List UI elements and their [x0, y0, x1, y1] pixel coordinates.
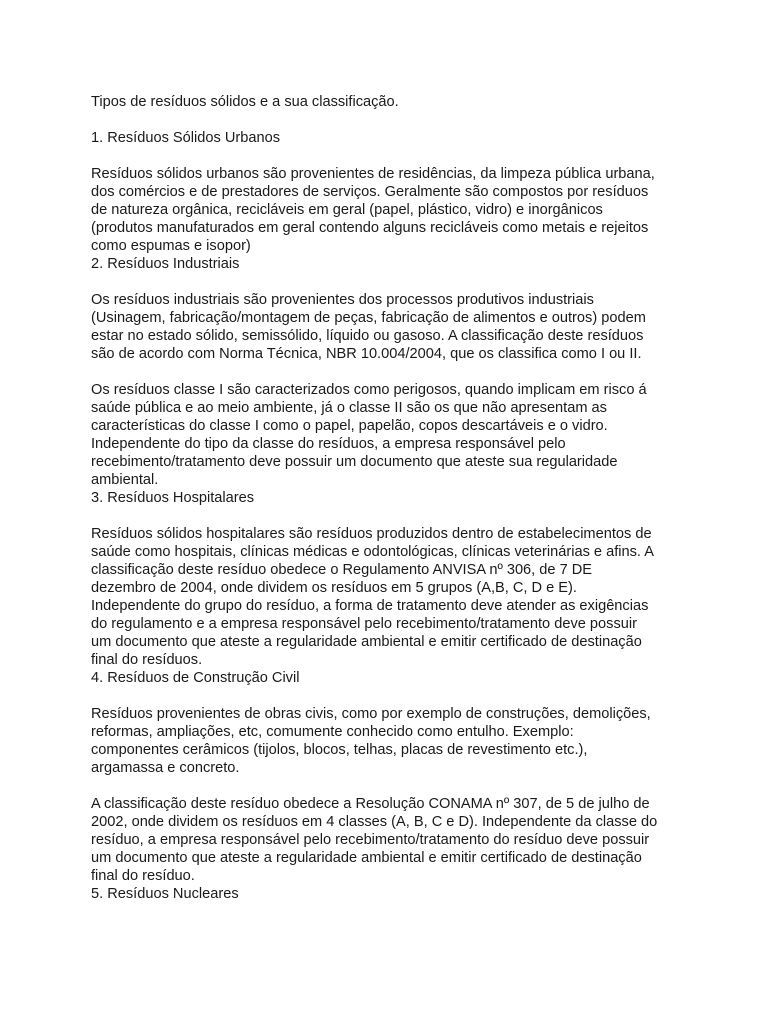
text-line: A classificação deste resíduo obedece a Resolução CONAMA nº 307, de 5 de julho de [91, 796, 650, 812]
paragraph-gap [91, 363, 691, 381]
section-heading-nucleares: 5. Resíduos Nucleares [91, 886, 239, 902]
text-line: argamassa e concreto. [91, 760, 240, 776]
text-line: Independente do tipo da classe do resíduos, a empresa responsável pelo [91, 436, 566, 452]
text-line: Resíduos provenientes de obras civis, como por exemplo de construções, demolições, [91, 706, 651, 722]
section-heading-urbanos: 1. Resíduos Sólidos Urbanos [91, 130, 281, 146]
paragraph-gap [91, 111, 691, 129]
text-line: do regulamento e a empresa responsável pelo recebimento/tratamento deve possuir [91, 616, 637, 632]
text-line: Resíduos sólidos urbanos são provenientes de residências, da limpeza pública urbana, [91, 166, 655, 182]
text-line: um documento que ateste a regularidade ambiental e emitir certificado de destinação [91, 850, 642, 866]
text-line: de natureza orgânica, recicláveis em geral (papel, plástico, vidro) e inorgânicos [91, 202, 603, 218]
text-line: classificação deste resíduo obedece o Regulamento ANVISA nº 306, de 7 DE [91, 562, 593, 578]
text-line: dezembro de 2004, onde dividem os resíduos em 5 grupos (A,B, C, D e E). [91, 580, 577, 596]
text-line: Os resíduos industriais são provenientes dos processos produtivos industriais [91, 292, 594, 308]
text-line: (produtos manufaturados em geral contendo alguns recicláveis como metais e rejeitos [91, 220, 649, 236]
section-heading-hospitalares: 3. Resíduos Hospitalares [91, 490, 255, 506]
document-body [91, 93, 691, 903]
text-line: 2002, onde dividem os resíduos em 4 classes (A, B, C e D). Independente da classe do [91, 814, 658, 830]
paragraph-urbanos [91, 165, 691, 255]
paragraph-gap [91, 147, 691, 165]
text-line: ambiental. [91, 472, 159, 488]
section-heading-industriais: 2. Resíduos Industriais [91, 256, 240, 272]
text-line: dos comércios e de prestadores de serviços. Geralmente são compostos por resíduos [91, 184, 649, 200]
text-line: Independente do grupo do resíduo, a forma de tratamento deve atender as exigências [91, 598, 649, 614]
paragraph-gap [91, 507, 691, 525]
paragraph-gap [91, 687, 691, 705]
text-line: final do resíduo. [91, 868, 195, 884]
paragraph-conama [91, 795, 691, 885]
text-line: saúde como hospitais, clínicas médicas e odontológicas, clínicas veterinárias e afins. A [91, 544, 654, 560]
text-line: resíduo, a empresa responsável pelo recebimento/tratamento do resíduo deve possuir [91, 832, 650, 848]
paragraph-construcao-civil [91, 705, 691, 777]
text-line: saúde pública e ao meio ambiente, já o classe II são os que não apresentam as [91, 400, 607, 416]
text-line: características do classe I como o papel, papelão, copos descartáveis e o vidro. [91, 418, 608, 434]
text-line: reformas, ampliações, etc, comumente conhecido como entulho. Exemplo: [91, 724, 574, 740]
text-line: recebimento/tratamento deve possuir um documento que ateste sua regularidade [91, 454, 618, 470]
paragraph-gap [91, 273, 691, 291]
document-title: Tipos de resíduos sólidos e a sua classificação. [91, 94, 399, 110]
text-line: são de acordo com Norma Técnica, NBR 10.004/2004, que os classifica como I ou II. [91, 346, 642, 362]
paragraph-classes [91, 381, 691, 489]
text-line: componentes cerâmicos (tijolos, blocos, telhas, placas de revestimento etc.), [91, 742, 588, 758]
paragraph-hospitalares [91, 525, 691, 669]
section-heading-construcao-civil: 4. Resíduos de Construção Civil [91, 670, 300, 686]
text-line: um documento que ateste a regularidade ambiental e emitir certificado de destinação [91, 634, 642, 650]
paragraph-gap [91, 777, 691, 795]
text-line: final do resíduos. [91, 652, 203, 668]
paragraph-industriais [91, 291, 691, 363]
text-line: estar no estado sólido, semissólido, líquido ou gasoso. A classificação deste resíduos [91, 328, 644, 344]
text-line: (Usinagem, fabricação/montagem de peças, fabricação de alimentos e outros) podem [91, 310, 646, 326]
text-line: Resíduos sólidos hospitalares são resíduos produzidos dentro de estabelecimentos de [91, 526, 652, 542]
text-line: Os resíduos classe I são caracterizados como perigosos, quando implicam em risco á [91, 382, 647, 398]
text-line: como espumas e isopor) [91, 238, 251, 254]
